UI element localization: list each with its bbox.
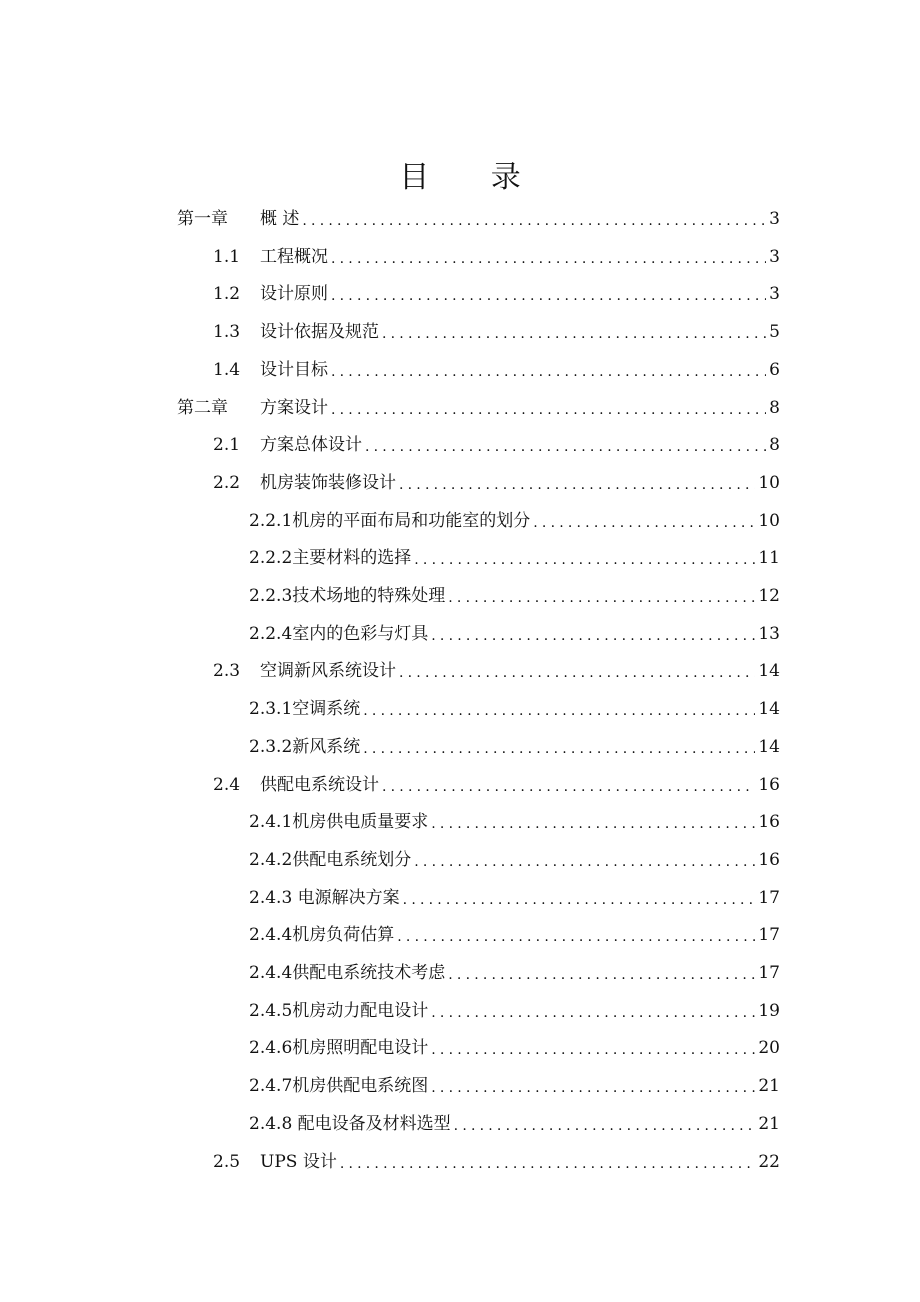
toc-entry-number: 2.2.2 [249,548,293,569]
toc-entry-page: 16 [758,812,780,833]
toc-entry-2-2[interactable] [213,465,780,501]
toc-entry-number: 第二章 [177,397,228,418]
toc-entry-page: 22 [758,1151,780,1172]
dot-leader [363,729,755,765]
toc-entry-label: 方案总体设计 [260,435,362,456]
toc-entry-number: 2.1 [213,435,241,456]
toc-entry-number: 2.3.2 [249,736,293,757]
toc-entry-number: 2.4.6 [249,1038,293,1059]
toc-entry-2-4-4-tech[interactable] [249,955,780,991]
toc-entry-number: 2.4.7 [249,1076,293,1097]
dot-leader [365,427,766,463]
toc-entry-2-4-3[interactable] [249,880,780,916]
toc-entry-1-1[interactable] [213,239,780,275]
toc-entry-label: 机房供配电系统图 [292,1076,429,1097]
dot-leader [382,314,766,350]
toc-entry-number: 1.2 [213,284,241,305]
toc-entry-1-3[interactable] [213,314,780,350]
toc-entry-label: 方案设计 [260,397,328,418]
toc-entry-page: 20 [758,1038,780,1059]
toc-entry-number: 2.2 [213,472,241,493]
toc-entry-chapter-1[interactable] [177,201,780,237]
toc-entry-label: 供配电系统设计 [260,774,379,795]
toc-entry-number: 1.3 [213,322,241,343]
dot-leader [399,465,755,501]
toc-entry-page: 16 [758,849,780,870]
toc-entry-page: 10 [758,510,780,531]
toc-entry-number: 2.4.5 [249,1000,293,1021]
toc-entry-label: 机房供电质量要求 [292,812,429,833]
toc-entry-2-2-3[interactable] [249,578,780,614]
toc-entry-page: 21 [758,1076,780,1097]
toc-entry-page: 14 [758,699,780,720]
toc-entry-page: 12 [758,586,780,606]
toc-entry-page: 11 [758,548,780,569]
toc-entry-number: 2.4.3 [249,887,298,908]
toc-entry-2-1[interactable] [213,427,780,463]
toc-entry-number: 2.3.1 [249,699,293,720]
toc-entry-label: 概 述 [260,209,300,229]
dot-leader [431,1030,755,1066]
toc-entry-label: 机房装饰装修设计 [260,472,396,493]
toc-entry-label: 配电设备及材料选型 [297,1113,451,1134]
dot-leader [454,1106,756,1142]
toc-entry-label: 设计依据及规范 [260,322,379,343]
toc-entry-page: 16 [758,774,780,795]
toc-entry-chapter-2[interactable] [177,390,780,426]
toc-entry-label: 机房的平面布局和功能室的划分 [292,510,531,531]
dot-leader [331,390,766,426]
toc-entry-label: 设计原则 [260,284,328,305]
toc-entry-1-2[interactable] [213,276,780,312]
toc-entry-label: 供配电系统划分 [292,849,412,870]
dot-leader [448,578,755,614]
dot-leader [340,1144,756,1180]
toc-entry-2-4-2[interactable] [249,842,780,878]
toc-entry-number: 第一章 [177,209,228,229]
dot-leader [399,653,755,689]
dot-leader [331,276,766,312]
toc-entry-label: 技术场地的特殊处理 [292,586,446,606]
toc-entry-page: 10 [758,472,780,493]
toc-entry-label: 室内的色彩与灯具 [292,623,429,644]
toc-entry-2-3[interactable] [213,653,780,689]
toc-entry-label: 机房照明配电设计 [292,1038,429,1059]
toc-entry-label: 工程概况 [260,246,328,267]
toc-entry-number: 2.2.4 [249,623,293,644]
toc-entry-page: 8 [769,435,780,456]
toc-entry-number: 2.4.4 [249,925,293,946]
toc-entry-page: 13 [758,623,780,644]
toc-title: 目 录 [399,160,547,195]
toc-entry-label: 空调新风系统设计 [260,661,396,682]
toc-entry-page: 3 [769,284,780,305]
toc-entry-page: 14 [758,661,780,682]
toc-entry-number: 1.4 [213,359,241,380]
toc-entry-page: 5 [769,322,780,343]
toc-entry-page: 3 [769,209,780,229]
dot-leader [302,201,766,237]
toc-entry-1-4[interactable] [213,352,780,388]
toc-entry-2-4-7[interactable] [249,1068,780,1104]
toc-entry-label: 供配电系统技术考虑 [292,963,446,983]
dot-leader [431,616,755,652]
toc-entry-2-4-1[interactable] [249,804,780,840]
dot-leader [382,767,755,803]
toc-entry-label: 电源解决方案 [297,887,400,908]
toc-entry-label: 机房动力配电设计 [292,1000,429,1021]
toc-entry-page: 8 [769,397,780,418]
toc-entry-page: 21 [758,1113,780,1134]
toc-entry-page: 17 [758,925,780,946]
dot-leader [431,993,755,1029]
dot-leader [397,917,755,953]
toc-entry-2-3-1[interactable] [249,691,780,727]
dot-leader [414,842,755,878]
toc-entry-label: 设计目标 [260,359,328,380]
toc-entry-label: 机房负荷估算 [292,925,395,946]
toc-entry-page: 17 [758,887,780,908]
toc-entry-number: 1.1 [213,246,241,267]
toc-entry-label: UPS 设计 [260,1151,337,1172]
toc-entry-label: 主要材料的选择 [292,548,412,569]
toc-entry-label: 新风系统 [292,736,361,757]
dot-leader [431,1068,755,1104]
toc-entry-2-4-6[interactable] [249,1030,780,1066]
toc-entry-number: 2.5 [213,1151,241,1172]
dot-leader [431,804,755,840]
toc-entry-2-2-2[interactable] [249,540,780,576]
toc-entry-page: 6 [769,359,780,380]
toc-entry-number: 2.2.1 [249,510,293,531]
dot-leader [363,691,755,727]
toc-entry-number: 2.4.2 [249,849,293,870]
toc-entry-2-3-2[interactable] [249,729,780,765]
toc-entry-page: 17 [758,963,780,983]
toc-entry-page: 3 [769,246,780,267]
toc-entry-2-2-4[interactable] [249,616,780,652]
toc-entry-2-4-5[interactable] [249,993,780,1029]
toc-entry-number: 2.4.1 [249,812,293,833]
toc-entry-2-4-4-load[interactable] [249,917,780,953]
dot-leader [448,955,755,991]
toc-entry-2-4-8[interactable] [249,1106,780,1142]
toc-entry-page: 14 [758,736,780,757]
dot-leader [403,880,756,916]
toc-entry-number: 2.2.3 [249,586,293,606]
dot-leader [331,239,766,275]
dot-leader [331,352,766,388]
toc-entry-2-2-1[interactable] [249,503,780,539]
toc-entry-number: 2.4 [213,774,241,795]
dot-leader [533,503,755,539]
dot-leader [414,540,755,576]
toc-entry-number: 2.4.8 [249,1113,298,1134]
toc-entry-number: 2.4.4 [249,963,293,983]
toc-entry-number: 2.3 [213,661,241,682]
toc-entry-page: 19 [758,1000,780,1021]
toc-entry-label: 空调系统 [292,699,361,720]
toc-entry-2-5[interactable] [213,1144,780,1180]
toc-entry-2-4[interactable] [213,767,780,803]
